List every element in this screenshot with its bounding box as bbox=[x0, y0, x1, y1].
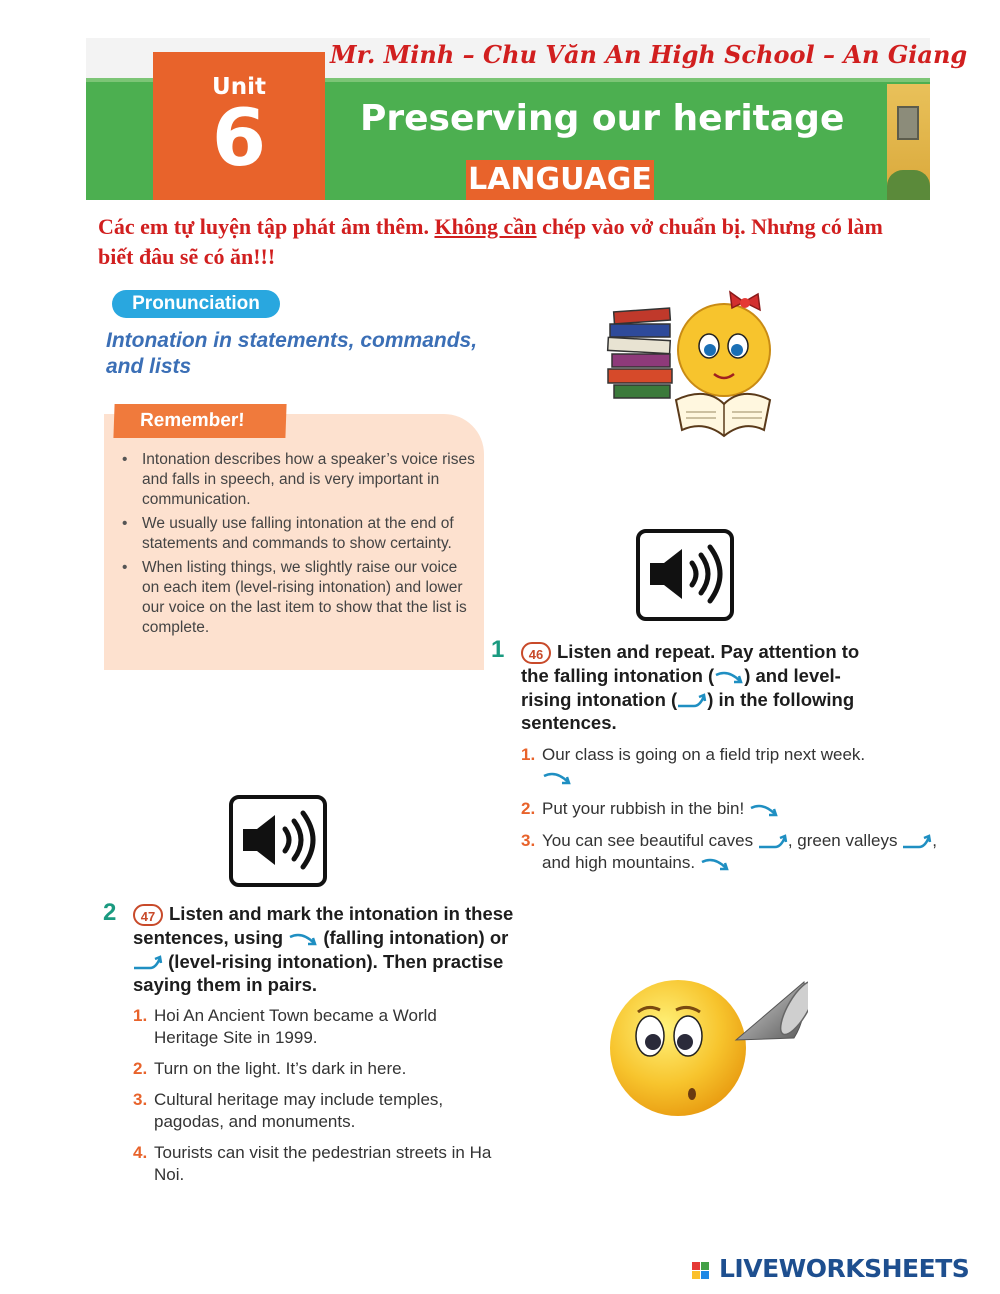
list-item: 2. Turn on the light. It’s dark in here. bbox=[133, 1059, 407, 1078]
level-rising-arrow-icon bbox=[677, 693, 707, 709]
ex2-instr-b: (falling intonation) or bbox=[323, 927, 509, 949]
reading-emoji-icon bbox=[606, 288, 776, 440]
note-underlined: Không cần bbox=[434, 214, 537, 239]
teacher-note bbox=[98, 212, 918, 272]
audio-track-badge[interactable]: 46 bbox=[521, 642, 551, 664]
remember-list bbox=[118, 450, 478, 642]
ex1-instr-a: Listen and repeat. Pay attention to the falling intonation ( bbox=[521, 641, 860, 687]
unit-number: 6 bbox=[211, 94, 267, 184]
falling-arrow-icon bbox=[714, 670, 744, 684]
heritage-house-image bbox=[887, 84, 930, 200]
section-tag: LANGUAGE bbox=[466, 160, 654, 200]
unit-title: Preserving our heritage bbox=[360, 98, 845, 139]
exercise-2-list bbox=[133, 1005, 493, 1186]
level-rising-arrow-icon bbox=[758, 834, 788, 850]
ex2-instr-a: Listen and mark the intonation in these sentences, using bbox=[133, 903, 514, 949]
liveworksheets-brand[interactable]: LIVEWORKSHEETS bbox=[719, 1254, 970, 1283]
list-item: • We usually use falling intonation at the end of statements and commands to show certainty. bbox=[118, 514, 478, 554]
list-item: 1. Our class is going on a field trip next week. bbox=[521, 744, 871, 788]
exercise-2-instructions bbox=[133, 902, 525, 997]
audio-speaker-button-1[interactable] bbox=[636, 529, 734, 621]
listening-emoji-icon bbox=[608, 956, 808, 1128]
list-item: 2. Put your rubbish in the bin! bbox=[521, 798, 871, 820]
note-text-1: Các em tự luyện tập phát âm thêm. bbox=[98, 214, 435, 239]
list-item: 3. Cultural heritage may include temples, pagodas, and monuments. bbox=[133, 1090, 444, 1131]
exercise-1-list bbox=[521, 744, 937, 874]
list-item: • When listing things, we slightly raise our voice on each item (level-rising intonation) and lower our voice on the last item to show that the list is complete. bbox=[118, 558, 478, 638]
unit-badge bbox=[153, 52, 325, 200]
audio-track-badge[interactable]: 47 bbox=[133, 904, 163, 926]
audio-speaker-button-2[interactable] bbox=[229, 795, 327, 887]
level-rising-arrow-icon bbox=[902, 834, 932, 850]
falling-arrow-icon bbox=[542, 771, 572, 785]
note-text-2: chép vào vở chuẩn bị. Nhưng có làm biết đâu sẽ có ăn!!! bbox=[98, 214, 883, 269]
speaker-icon bbox=[640, 533, 730, 617]
list-item: 3. You can see beautiful caves , green valleys , and high mountains. bbox=[521, 831, 937, 872]
list-item: 1. Hoi An Ancient Town became a World Heritage Site in 1999. bbox=[133, 1006, 437, 1047]
exercise-1-number: 1 bbox=[491, 636, 505, 663]
teacher-credit: Mr. Minh – Chu Văn An High School – An Giang bbox=[330, 40, 968, 69]
pronunciation-heading: Pronunciation bbox=[112, 290, 280, 318]
pronunciation-subtitle: Intonation in statements, commands, and lists bbox=[106, 329, 478, 378]
unit-label: Unit bbox=[212, 74, 266, 100]
list-item: 4. Tourists can visit the pedestrian streets in Ha Noi. bbox=[133, 1143, 492, 1184]
level-rising-arrow-icon bbox=[133, 955, 163, 971]
speaker-icon bbox=[233, 799, 323, 883]
ex1-instr-c: ) in the following sentences. bbox=[521, 688, 855, 734]
exercise-1-instructions bbox=[521, 640, 891, 735]
books-stack-icon bbox=[608, 308, 672, 398]
ex1-instr-b: ) and level-rising intonation ( bbox=[521, 665, 841, 710]
exercise-2-number: 2 bbox=[103, 899, 117, 926]
remember-label: Remember! bbox=[113, 404, 286, 438]
falling-arrow-icon bbox=[700, 857, 730, 871]
list-item: • Intonation describes how a speaker’s voice rises and falls in speech, and is very important in communication. bbox=[118, 450, 478, 510]
falling-arrow-icon bbox=[749, 803, 779, 817]
ex2-instr-c: (level-rising intonation). Then practise saying them in pairs. bbox=[133, 950, 504, 996]
falling-arrow-icon bbox=[288, 932, 318, 946]
